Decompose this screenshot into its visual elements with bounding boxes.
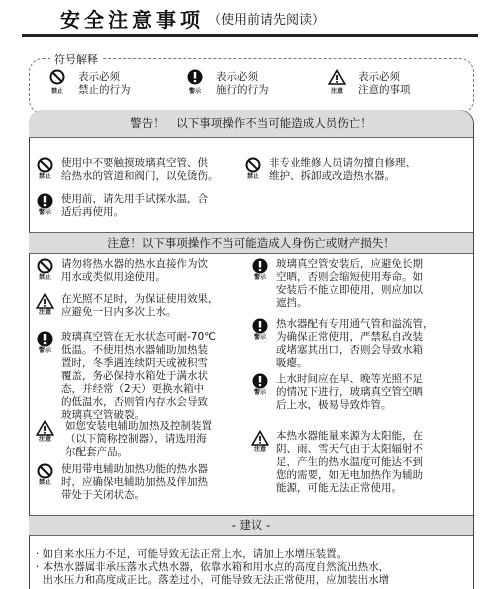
list-item: 禁止 使用带电辅助加热功能的热水器 时，应确保电辅助加热及伴加热 带处于关闭状态。	[38, 463, 208, 501]
item-text: 请勿将热水器的热水直接作为饮 用水或类似用途使用。	[61, 258, 208, 283]
list-item: 警示 使用前，请先用手试探水温，合 适后再使用。	[38, 193, 208, 218]
advice-header: - 建议 -	[29, 515, 473, 536]
legend-text: 表示必须 施行的行为	[216, 71, 269, 96]
item-text: 如您安装电辅助加热及控制装置 （以下简称控制器），请选用海 尔配套产品。	[65, 420, 212, 458]
prohibit-icon	[37, 157, 53, 173]
item-text: 热水器配有专用通气管和溢流管， 为确保正常使用，严禁私自改装 或堵塞其出口，否则会导致水箱 吸瘪。	[276, 318, 434, 369]
list-item: 注意 本热水器能量来源为太阳能，在 阴、雨、雪天气由于太阳辐射不 足，产生的热水温度可能达不到 您的需要，如无电加热作为辅助 能源，可能无法正常使用。	[249, 430, 471, 495]
caution-triangle-icon	[328, 69, 346, 85]
warning-exclamation-icon	[37, 331, 53, 347]
item-text: 上水时间应在早、晚等光照不足 的情况下进行，玻璃真空管空晒 后上水，极易导致炸管。	[276, 373, 423, 411]
list-item: 禁止 非专业维修人员请勿擅自修理、 维护、拆卸或改造热水器。	[246, 157, 416, 182]
item-text: 在光照不足时，为保证使用效果， 应避免一日内多次上水。	[61, 293, 219, 318]
prohibit-icon	[245, 157, 261, 173]
advice-line: · 如自来水压力不足，可能导致无法正常上水，请加上水增压装置。	[36, 548, 348, 560]
item-text: 非专业维修人员请勿擅自修理、 维护、拆卸或改造热水器。	[269, 157, 416, 182]
warning-exclamation-icon	[252, 258, 268, 274]
list-item: 警示 热水器配有专用通气管和溢流管， 为确保正常使用，严禁私自改装 或堵塞其出口，否则会导致水箱 吸瘪。	[253, 318, 434, 369]
legend-item-caution	[322, 69, 411, 97]
prohibit-icon	[49, 69, 65, 85]
list-item: 注意 如您安装电辅助加热及控制装置 （以下简称控制器），请选用海 尔配套产品。	[34, 420, 246, 459]
title-bar	[22, 4, 478, 37]
legend-caption: 注意	[330, 88, 343, 95]
item-text: 使用带电辅助加热功能的热水器 时，应确保电辅助加热及伴加热 带处于关闭状态。	[61, 463, 208, 501]
list-item: 警示 上水时间应在早、晚等光照不足 的情况下进行，玻璃真空管空晒 后上水，极易导致炸管。	[253, 373, 423, 411]
advice-line: 出水压力和高度成正比。落差过小，可能导致无法正常使用，应加装出水增	[36, 574, 390, 586]
list-item: 警示 玻璃真空管安装后，应避免长期 空晒，否则会缩短使用寿命。如 安装后不能立即使用，则应加以 遮挡。	[253, 258, 423, 309]
legend-text: 表示必须 注意的事项	[358, 71, 411, 96]
legend-item-warning	[180, 69, 269, 97]
page-title: 安全注意事项	[60, 8, 204, 32]
list-item: 禁止 请勿将热水器的热水直接作为饮 用水或类似用途使用。	[38, 258, 208, 283]
prohibit-icon	[37, 258, 53, 274]
legend-caption: 禁止	[50, 88, 63, 95]
page-subtitle: （使用前请先阅读）	[208, 13, 326, 28]
item-text: 玻璃真空管安装后，应避免长期 空晒，否则会缩短使用寿命。如 安装后不能立即使用，则应加以 遮挡。	[276, 258, 423, 309]
caution-header: 注意！以下事项操作不当可能造成人身伤亡或财产损失！	[29, 232, 473, 254]
caution-triangle-icon	[251, 430, 269, 446]
list-item: 注意 在光照不足时，为保证使用效果， 应避免一日内多次上水。	[34, 293, 246, 319]
item-text: 使用前，请先用手试探水温，合 适后再使用。	[61, 193, 208, 218]
warning-exclamation-icon	[187, 69, 203, 85]
warning-header: 警告！ 以下事项操作不当可能造成人员伤亡！	[29, 110, 473, 138]
legend-title: 符号解释	[50, 51, 102, 67]
item-text: 玻璃真空管在无水状态可耐-70℃ 低温。不使用热水器辅助加热装 置时，冬季遇连续阴天或被积雪 覆盖，务必保持水箱处于满水状 态，并经常（2天）更换水箱中 的低温水，否则管内存水会导致 玻璃真空管破裂。	[61, 331, 216, 421]
caution-triangle-icon	[36, 293, 54, 309]
legend-caption: 警示	[188, 88, 201, 95]
item-text: 本热水器能量来源为太阳能，在 阴、雨、雪天气由于太阳辐射不 足，产生的热水温度可能达不到 您的需要，如无电加热作为辅助 能源，可能无法正常使用。	[276, 430, 423, 494]
item-text: 使用中不要触摸玻璃真空管、供 给热水的管道和阀门，以免烫伤。	[61, 157, 219, 182]
warning-exclamation-icon	[252, 318, 268, 334]
prohibit-icon	[37, 463, 53, 479]
list-item: 禁止 使用中不要触摸玻璃真空管、供 给热水的管道和阀门，以免烫伤。	[38, 157, 219, 182]
warning-exclamation-icon	[37, 193, 53, 209]
advice-line: · 本热水器属非承压落水式热水器，依靠水箱和用水点的高度自然流出热水，	[36, 561, 390, 573]
legend-text: 表示必须 禁止的行为	[78, 71, 131, 96]
legend-item-prohibit	[42, 69, 131, 97]
advice-text	[36, 548, 476, 587]
list-item: 警示 玻璃真空管在无水状态可耐-70℃ 低温。不使用热水器辅助加热装 置时，冬季遇连续阴天或被积雪 覆盖，务必保持水箱处于满水状 态，并经常（2天）更换水箱中 的低温水，否则管内存水会导致 玻璃真空管破裂。	[38, 331, 216, 421]
caution-triangle-icon	[36, 420, 54, 436]
warning-exclamation-icon	[252, 373, 268, 389]
